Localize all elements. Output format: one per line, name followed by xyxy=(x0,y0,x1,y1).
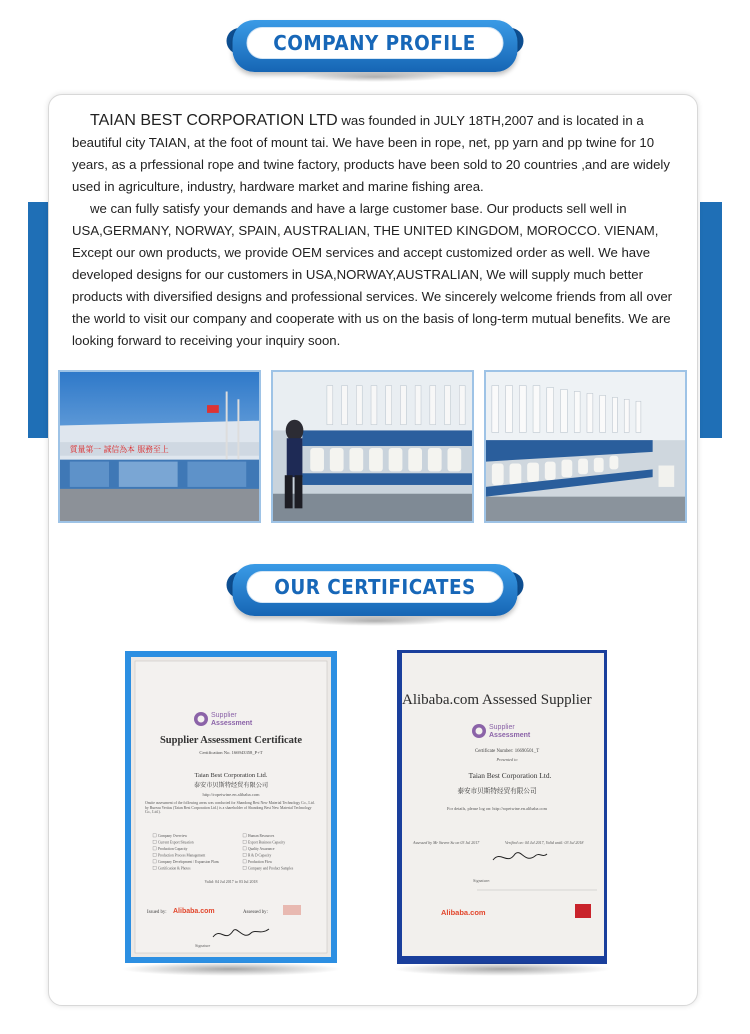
cert1-issued-by: Issued by: xyxy=(147,910,167,915)
cert2-number: Certificate Number: 16690501_T xyxy=(475,749,540,754)
alibaba-assessed-supplier-certificate xyxy=(397,650,607,964)
checklist-item: Export Business Capacity xyxy=(248,840,286,845)
checklist-item: Human Resources xyxy=(248,834,275,838)
rope-machine-line-photo xyxy=(484,370,687,523)
checklist-item: Production Capacity xyxy=(158,847,188,851)
certificate-shadow xyxy=(392,962,612,976)
cert1-logo-bottom: Assessment xyxy=(211,720,253,727)
cert1-signature-label: Signature xyxy=(195,943,211,948)
cert1-intro: Onsite assessment of the following areas was conducted for Shandong Best New Material Technology Co., Ltd. by Bureau Veritas (Taian Best Corporation Ltd.) is a shareholder of Shandong Best New Material Technology Co., Ltd.). xyxy=(145,801,315,815)
cert2-presented: Presented to xyxy=(496,757,518,762)
certificate-shadow xyxy=(120,962,342,976)
cert2-verified: Verified on: 04 Jul 2017, Valid until: 03 Jul 2018 xyxy=(505,840,584,845)
company-profile-banner xyxy=(233,20,518,72)
company-profile-heading: COMPANY PROFILE xyxy=(273,31,477,55)
checklist-item: R & D Capacity xyxy=(248,853,272,858)
checklist-item: Certification & Photos xyxy=(158,866,191,871)
rope-machine-worker-photo xyxy=(271,370,474,523)
certificates-banner xyxy=(233,564,518,616)
profile-paragraph-2: we can fully satisfy your demands and have a large customer base. Our products sell well in USA,GERMANY, NORWAY, SPAIN, AUSTRALIAN, THE UNITED KINGDOM, MOROCCO. VIENAM, Except our own products, we provide OEM services and accept customized order as well. We have developed designs for our customers in USA,NORWAY,AUSTRALIAN, We will supply much better products with diversified designs and professional services. We sincerely welcome friends from all over the world to visit our company and cooperate with us on the basis of long-term mutual benefits. We are looking forward to receiving your inquiry soon. xyxy=(72,201,673,348)
company-profile-text xyxy=(72,110,680,352)
right-accent-bar xyxy=(700,202,722,438)
profile-paragraph-1: TAIAN BEST CORPORATION LTD was founded in JULY 18TH,2007 and is located in a beautiful city TAIAN, at the foot of mount tai. We have been in rope, net, pp yarn and pp twine for 10 years, as a prfessional rope and twine factory, products have been sold to 20 countries ,and are widely used in agriculture, industry, hardware market and marine fishing area. xyxy=(72,112,670,194)
cert1-alibaba-logo: Alibaba.com xyxy=(173,908,215,915)
banner-slogan: 質量第一 誠信為本 服務至上 xyxy=(69,444,169,454)
cert1-company-en: Taian Best Corporation Ltd. xyxy=(194,772,268,779)
cert1-valid: Valid: 04 Jul 2017 to 03 Jul 2018 xyxy=(204,879,258,884)
cert2-title: Alibaba.com Assessed Supplier xyxy=(402,692,592,708)
cert2-company-en: Taian Best Corporation Ltd. xyxy=(468,771,552,780)
cert2-logo-bottom: Assessment xyxy=(489,732,531,739)
checklist-item: Current Export Situation xyxy=(158,840,194,845)
left-accent-bar xyxy=(28,202,50,438)
checklist-item: Company Development / Expansion Plans xyxy=(158,860,219,864)
supplier-assessment-certificate xyxy=(125,651,337,963)
cert1-title: Supplier Assessment Certificate xyxy=(159,735,303,746)
cert2-details: For details, please log on: http://ropetwine.en.alibaba.com xyxy=(447,806,547,811)
checklist-item: Production Flow xyxy=(248,860,273,864)
cert2-alibaba-logo: Alibaba.com xyxy=(441,908,486,917)
banner-shadow xyxy=(300,72,450,82)
cert2-company-cn: 泰安市贝斯特经贸有限公司 xyxy=(457,787,537,795)
company-name: TAIAN BEST CORPORATION LTD xyxy=(90,112,338,129)
cert1-site: http://ropetwine.en.alibaba.com xyxy=(202,792,260,797)
cert2-logo-top: Supplier xyxy=(489,724,515,731)
cert1-number: Certification No. 166943358_P+T xyxy=(199,750,263,755)
checklist-item: Production Process Management xyxy=(158,853,206,858)
checklist-item: Company Overview xyxy=(158,834,188,838)
cert1-company-cn: 泰安市贝斯特经贸有限公司 xyxy=(193,782,269,789)
banner-shadow xyxy=(300,616,450,626)
checklist-item: Company and Product Samples xyxy=(248,866,294,871)
cert2-signature-label: Signature: xyxy=(473,878,491,883)
factory-exterior-photo xyxy=(58,370,261,523)
cert2-assessed: Assessed by Mr Steven Su on 03 Jul 2017 xyxy=(413,840,480,845)
cert1-logo-top: Supplier xyxy=(211,712,237,719)
cert1-assessed-by: Assessed by: xyxy=(243,910,268,915)
certificates-heading: OUR CERTIFICATES xyxy=(274,575,476,599)
checklist-item: Quality Assurance xyxy=(248,847,275,851)
